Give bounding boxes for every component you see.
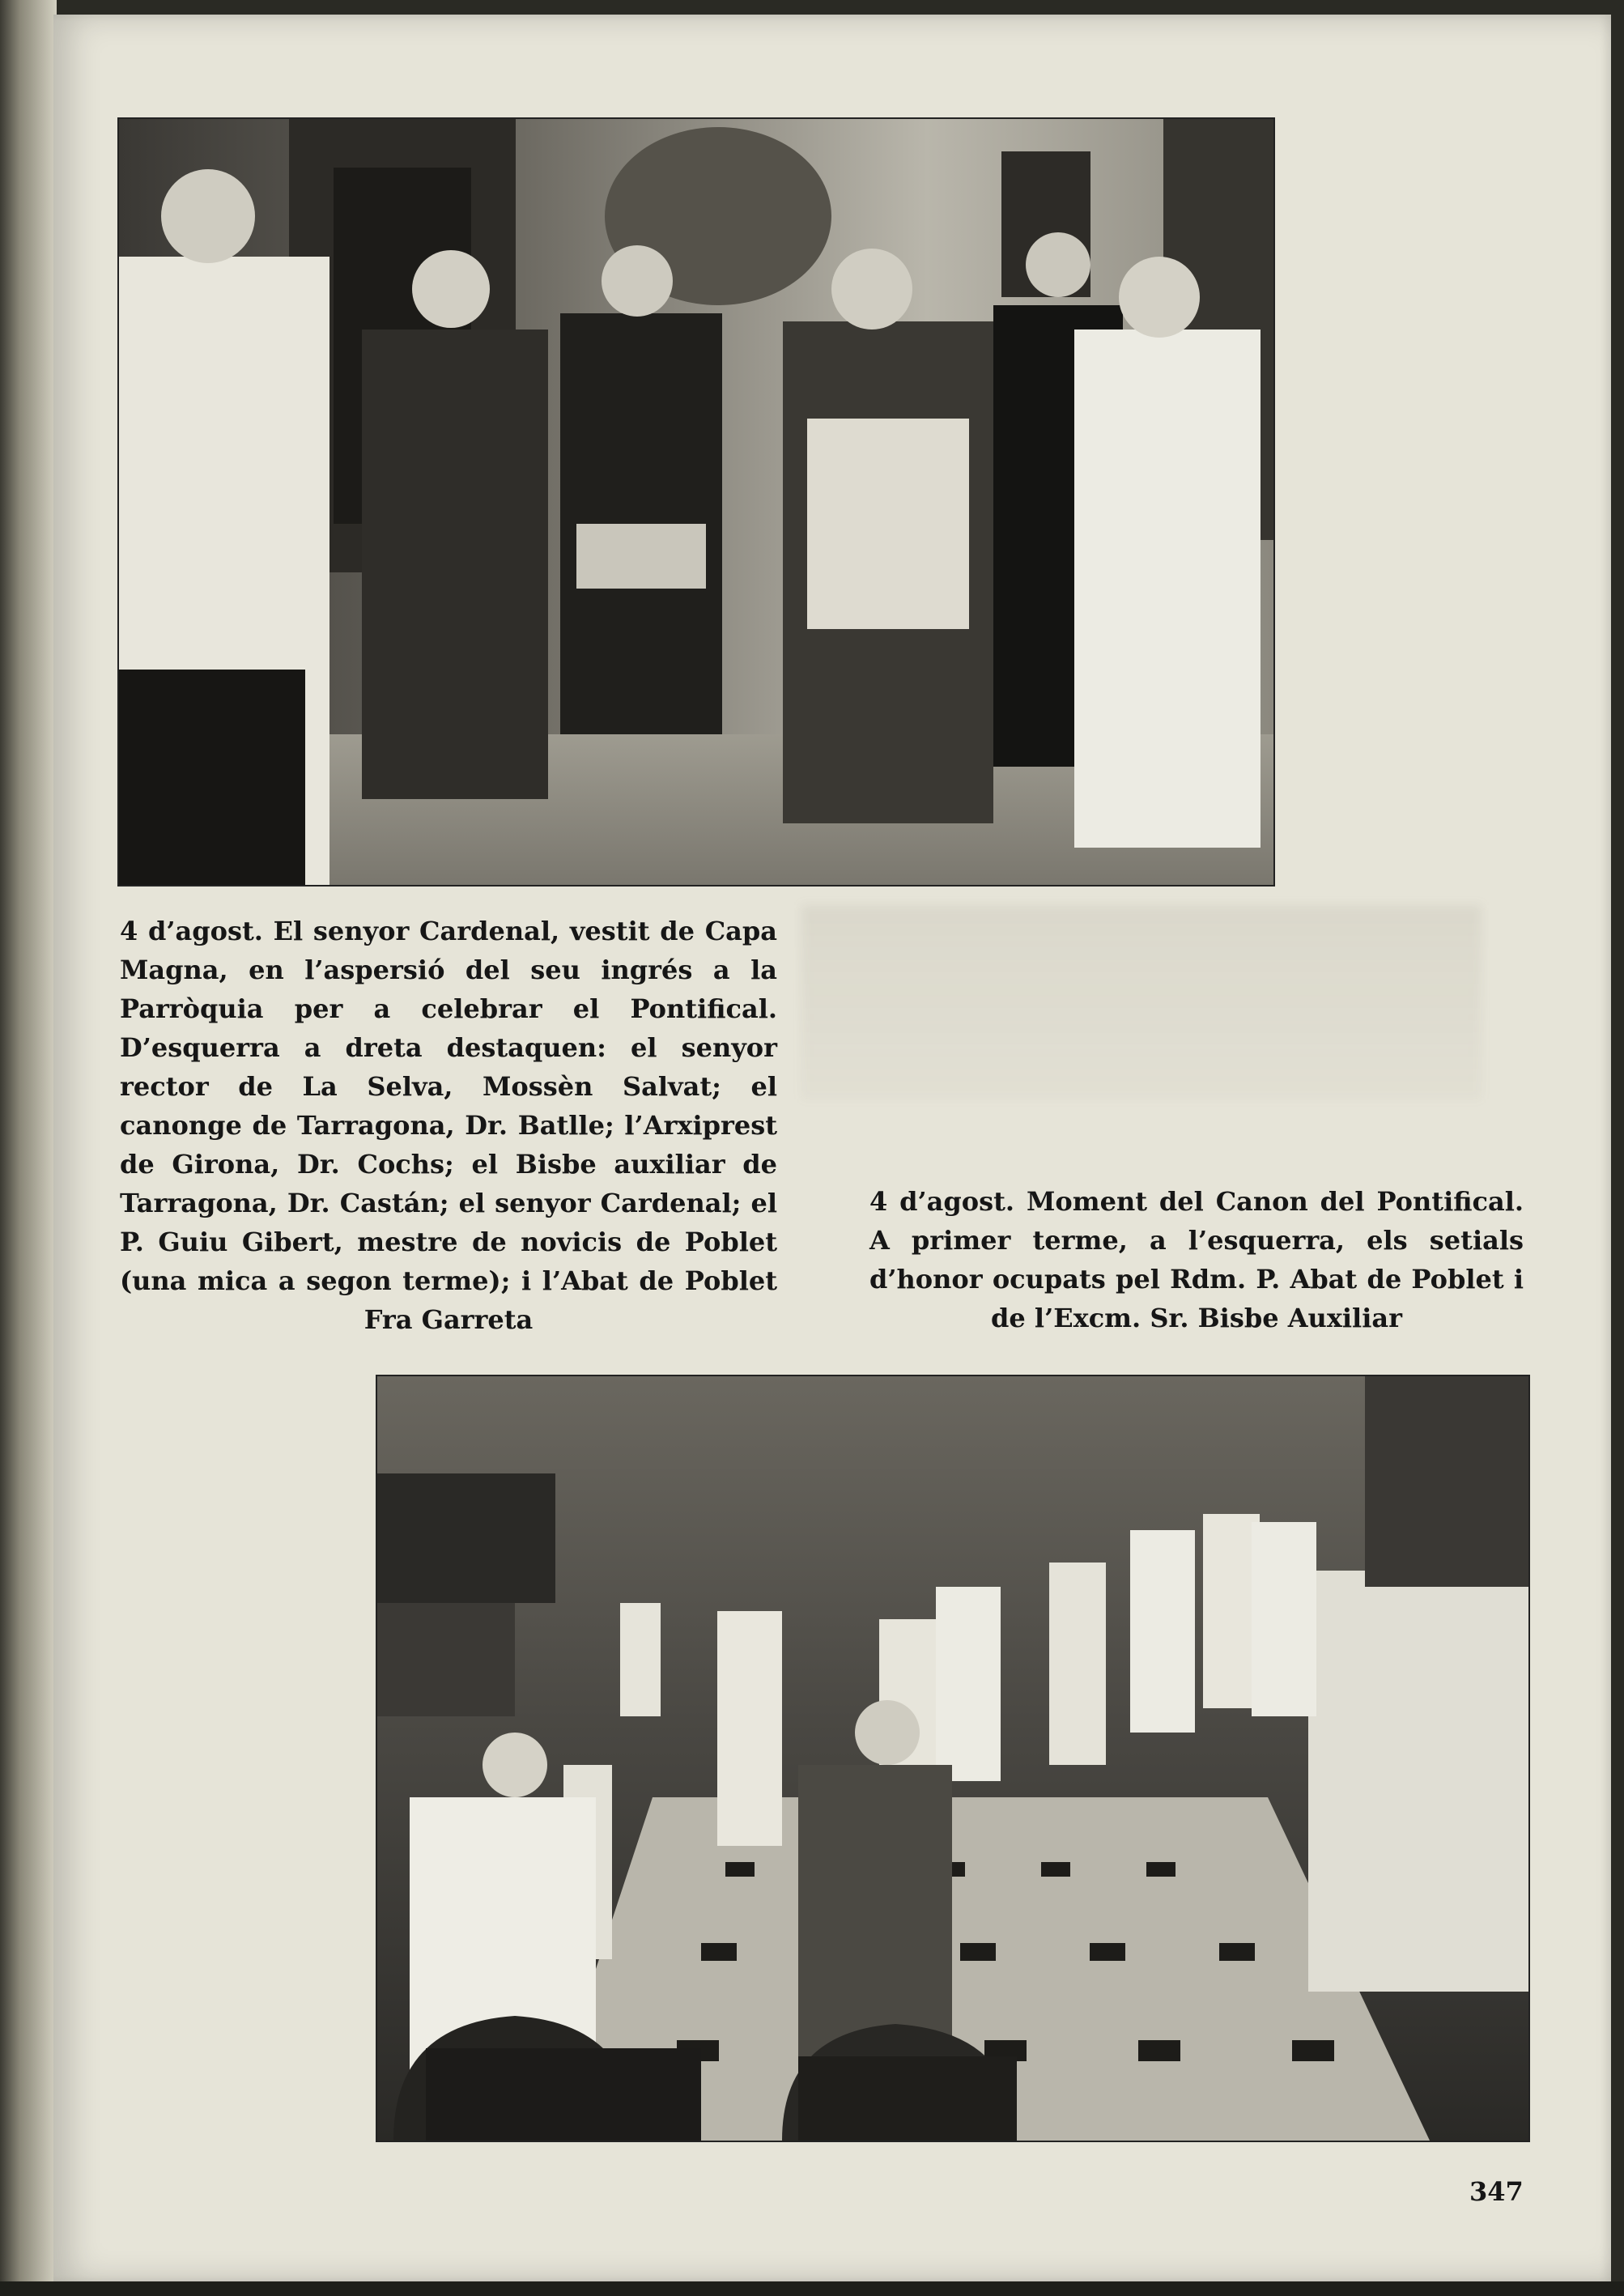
photo-cardinal-aspersion-image — [119, 119, 1273, 885]
photo-cardinal-aspersion — [117, 117, 1275, 887]
photo-pontifical-canon — [376, 1375, 1530, 2142]
photo-pontifical-canon-image — [377, 1376, 1528, 2141]
caption-aspersion: 4 d’agost. El senyor Cardenal, vestit de Capa Magna, en l’aspersió del seu ingrés a la Parròquia per a celebrar el Pontifical. D’esquerra a dreta destaquen: el senyor rector de La Selva, Mossèn Salvat; el canonge de Tarragona, Dr. Batlle; l’Arxiprest de Girona, Dr. Cochs; el Bisbe auxiliar de Tarragona, Dr. Castán; el senyor Cardenal; el P. Guiu Gibert, mestre de novicis de Poblet (una mica a segon terme); i l’Abat de Poblet Fra Garreta — [120, 916, 777, 1335]
page-number: 347 — [1469, 2176, 1524, 2207]
book-spine — [0, 0, 57, 2296]
caption-canon: 4 d’agost. Moment del Canon del Pontifical. A primer terme, a l’esquerra, els setials d’honor ocupats pel Rdm. P. Abat de Poblet i de l’Excm. Sr. Bisbe Auxiliar — [869, 1186, 1524, 1333]
bottom-edge — [0, 2281, 1624, 2296]
show-through-text — [801, 905, 1482, 1099]
